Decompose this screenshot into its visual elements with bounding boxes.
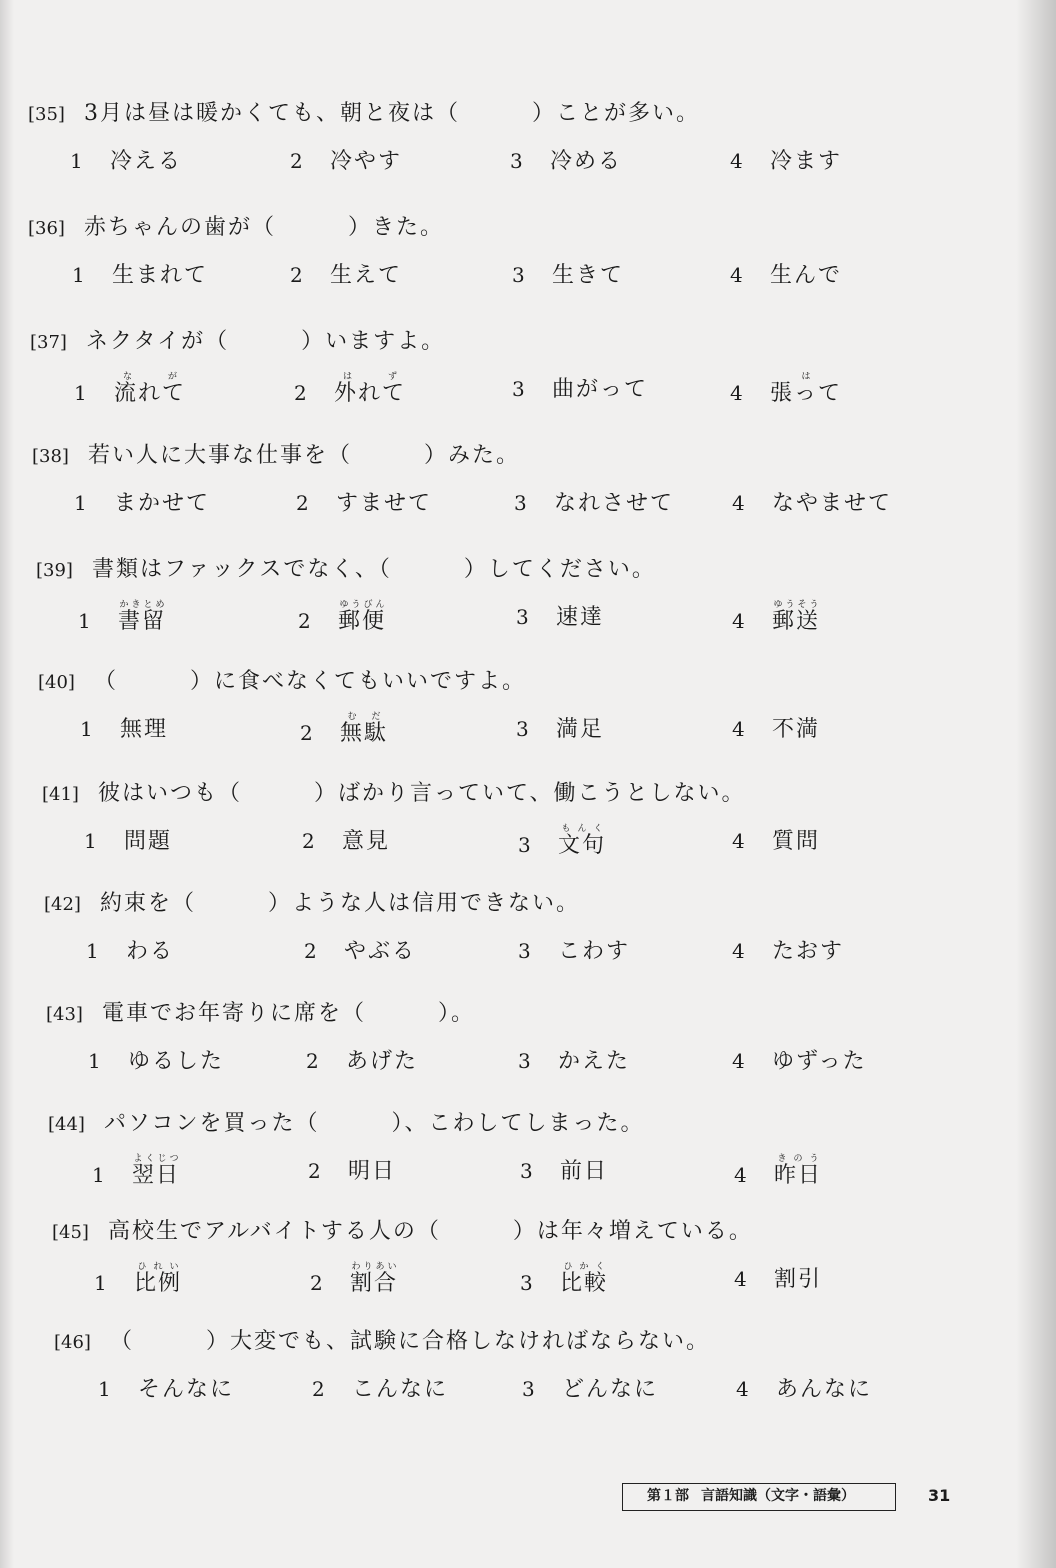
choice-number: 3 xyxy=(510,149,523,173)
answer-choice[interactable] xyxy=(302,824,390,855)
question-number: [46] xyxy=(54,1332,91,1353)
choice-number: 4 xyxy=(732,609,745,633)
choice-number: 4 xyxy=(732,717,745,741)
answer-choice[interactable] xyxy=(298,600,386,635)
answer-choice[interactable] xyxy=(732,600,820,635)
choice-text: 意見 xyxy=(342,829,391,854)
question-text: パソコンを買った（ ）、こわしてしまった。 xyxy=(104,1111,645,1136)
question-stem xyxy=(46,996,475,1027)
answer-choice[interactable] xyxy=(518,934,630,965)
choice-word: 無駄 xyxy=(340,721,389,746)
answer-choice[interactable] xyxy=(514,486,674,517)
choice-number: 1 xyxy=(98,1377,111,1401)
choice-number: 4 xyxy=(734,1163,747,1187)
choice-text xyxy=(770,372,843,406)
question-stem xyxy=(48,1106,645,1137)
choice-text: 不満 xyxy=(772,717,821,742)
question-item xyxy=(0,324,1000,436)
question-text: 3月は昼は暖かくても、朝と夜は（ ）ことが多い。 xyxy=(84,101,700,126)
choice-number: 1 xyxy=(72,263,85,287)
choice-number: 1 xyxy=(94,1271,107,1295)
choice-text: 曲がって xyxy=(552,377,649,402)
question-number: [35] xyxy=(28,104,65,125)
choice-furigana: きのう xyxy=(774,1154,823,1164)
answer-choice[interactable] xyxy=(300,712,388,747)
question-item xyxy=(0,1106,1000,1218)
answer-choice[interactable] xyxy=(306,1044,418,1075)
answer-choice[interactable] xyxy=(290,144,402,175)
choice-number: 4 xyxy=(736,1377,749,1401)
question-item xyxy=(0,1214,1000,1326)
choice-number: 3 xyxy=(514,491,527,515)
question-number: [41] xyxy=(42,784,79,805)
answer-choice[interactable] xyxy=(520,1154,608,1185)
answer-choice[interactable] xyxy=(310,1262,398,1297)
choice-number: 2 xyxy=(298,609,311,633)
choice-text: 冷める xyxy=(550,149,623,174)
answer-choice[interactable] xyxy=(304,934,416,965)
choice-number: 2 xyxy=(306,1049,319,1073)
question-item xyxy=(0,664,1000,776)
answer-choice[interactable] xyxy=(732,712,820,743)
choice-text: 生んで xyxy=(770,263,843,288)
choice-text xyxy=(338,600,387,634)
choice-text xyxy=(560,1262,609,1296)
choice-text xyxy=(118,600,167,634)
choice-number: 3 xyxy=(520,1159,533,1183)
question-text: 約束を（ ）ような人は信用できない。 xyxy=(100,891,581,916)
question-stem xyxy=(54,1324,710,1355)
choice-number: 1 xyxy=(78,609,91,633)
question-stem xyxy=(52,1214,753,1245)
question-text: 書類はファックスでなく、（ ）してください。 xyxy=(92,557,656,582)
choice-furigana: はず xyxy=(334,372,407,382)
choice-word: 外れて xyxy=(334,381,407,406)
choice-furigana: ひかく xyxy=(560,1262,609,1272)
choice-number: 4 xyxy=(730,381,743,405)
choice-number: 1 xyxy=(70,149,83,173)
answer-choice[interactable] xyxy=(730,258,842,289)
answer-choice[interactable] xyxy=(732,824,820,855)
question-item xyxy=(0,552,1000,664)
choice-text xyxy=(774,1154,823,1188)
choice-word: 文句 xyxy=(558,833,607,858)
choice-number: 3 xyxy=(512,263,525,287)
question-number: [39] xyxy=(36,560,73,581)
choice-word: 比例 xyxy=(134,1271,183,1296)
choice-number: 3 xyxy=(512,377,525,401)
choice-number: 2 xyxy=(290,263,303,287)
answer-choice[interactable] xyxy=(736,1372,872,1403)
choice-word: 翌日 xyxy=(132,1163,181,1188)
choice-text: 冷やす xyxy=(330,149,403,174)
question-stem xyxy=(28,96,700,127)
choice-furigana: なが xyxy=(114,372,187,382)
choice-text: 冷ます xyxy=(770,149,843,174)
answer-choice[interactable] xyxy=(730,372,842,407)
footer-section: 言語知識（文字・語彙） xyxy=(701,1488,855,1504)
choice-furigana: わりあい xyxy=(350,1262,399,1272)
choice-text: 速達 xyxy=(556,605,605,630)
answer-choice[interactable] xyxy=(70,144,182,175)
choice-word: 郵便 xyxy=(338,609,387,634)
choice-text: たおす xyxy=(772,939,845,964)
choice-word: 書留 xyxy=(118,609,167,634)
choice-furigana: ひれい xyxy=(134,1262,183,1272)
choice-text: なれさせて xyxy=(554,491,675,516)
answer-choice[interactable] xyxy=(518,824,606,859)
question-stem xyxy=(28,210,444,241)
choice-text: 質問 xyxy=(772,829,821,854)
choice-text: すませて xyxy=(336,491,433,516)
choice-furigana: ゆうびん xyxy=(338,600,387,610)
choice-text: あげた xyxy=(346,1049,419,1074)
choice-text: どんなに xyxy=(562,1377,659,1402)
answer-choice[interactable] xyxy=(296,486,432,517)
question-stem xyxy=(36,552,656,583)
choice-text xyxy=(134,1262,183,1296)
question-item xyxy=(0,996,1000,1108)
choice-number: 3 xyxy=(516,605,529,629)
choice-text: ゆずった xyxy=(772,1049,867,1074)
choice-number: 3 xyxy=(518,833,531,857)
choice-text: 前日 xyxy=(560,1159,609,1184)
choice-text: やぶる xyxy=(344,939,417,964)
choice-text: ゆるした xyxy=(128,1049,225,1074)
answer-choice[interactable] xyxy=(92,1154,180,1189)
choice-text: 無理 xyxy=(120,717,169,742)
question-item xyxy=(0,96,1000,208)
choice-word: 昨日 xyxy=(774,1163,823,1188)
answer-choice[interactable] xyxy=(308,1154,396,1185)
question-text: （ ）大変でも、試験に合格しなければならない。 xyxy=(110,1329,711,1354)
choice-number: 1 xyxy=(84,829,97,853)
answer-choice[interactable] xyxy=(74,372,186,407)
choice-word: 流れて xyxy=(114,381,187,406)
question-stem xyxy=(44,886,580,917)
choice-number: 4 xyxy=(732,939,745,963)
answer-choice[interactable] xyxy=(312,1372,448,1403)
question-number: [40] xyxy=(38,672,75,693)
page-number: 31 xyxy=(928,1486,951,1505)
choice-number: 3 xyxy=(518,939,531,963)
answer-choice[interactable] xyxy=(294,372,406,407)
choice-text: こんなに xyxy=(352,1377,449,1402)
choice-number: 1 xyxy=(86,939,99,963)
question-text: 高校生でアルバイトする人の（ ）は年々増えている。 xyxy=(108,1219,753,1244)
answer-choice[interactable] xyxy=(516,600,604,631)
question-number: [43] xyxy=(46,1004,83,1025)
choice-number: 1 xyxy=(80,717,93,741)
choice-number: 4 xyxy=(732,491,745,515)
answer-choice[interactable] xyxy=(94,1262,182,1297)
question-text: ネクタイが（ ）いますよ。 xyxy=(86,329,446,354)
answer-choice[interactable] xyxy=(730,144,842,175)
choice-text: そんなに xyxy=(138,1377,235,1402)
answer-choice[interactable] xyxy=(512,258,624,289)
answer-choice[interactable] xyxy=(732,934,844,965)
choice-text xyxy=(114,372,187,406)
choice-number: 3 xyxy=(522,1377,535,1401)
choice-furigana: もんく xyxy=(558,824,607,834)
question-text: 赤ちゃんの歯が（ ）きた。 xyxy=(84,215,445,240)
question-text: 若い人に大事な仕事を（ ）みた。 xyxy=(88,443,521,468)
answer-choice[interactable] xyxy=(734,1262,822,1293)
question-item xyxy=(0,886,1000,998)
answer-choice[interactable] xyxy=(88,1044,224,1075)
choice-number: 2 xyxy=(290,149,303,173)
answer-choice[interactable] xyxy=(510,144,622,175)
choice-furigana: むだ xyxy=(340,712,389,722)
choice-number: 1 xyxy=(88,1049,101,1073)
answer-choice[interactable] xyxy=(732,1044,867,1075)
choice-text: こわす xyxy=(558,939,631,964)
question-text: 電車でお年寄りに席を（ ）。 xyxy=(102,1001,476,1026)
answer-choice[interactable] xyxy=(80,712,168,743)
choice-text xyxy=(558,824,607,858)
answer-choice[interactable] xyxy=(734,1154,822,1189)
choice-word: 割合 xyxy=(350,1271,399,1296)
choice-number: 3 xyxy=(518,1049,531,1073)
question-text: （ ）に食べなくてもいいですよ。 xyxy=(94,669,527,694)
choice-text: 満足 xyxy=(556,717,605,742)
choice-number: 3 xyxy=(520,1271,533,1295)
choice-number: 2 xyxy=(296,491,309,515)
question-stem xyxy=(30,324,445,355)
page-edge-shadow xyxy=(1016,0,1056,1568)
question-item xyxy=(0,776,1000,888)
question-stem xyxy=(32,438,520,469)
choice-number: 2 xyxy=(302,829,315,853)
choice-furigana: よくじつ xyxy=(132,1154,181,1164)
answer-choice[interactable] xyxy=(522,1372,658,1403)
question-item xyxy=(0,1324,1000,1436)
choice-number: 2 xyxy=(308,1159,321,1183)
choice-number: 1 xyxy=(92,1163,105,1187)
choice-text: 冷える xyxy=(110,149,183,174)
choice-word: 郵送 xyxy=(772,609,821,634)
choice-number: 4 xyxy=(732,1049,745,1073)
answer-choice[interactable] xyxy=(732,486,892,517)
choice-furigana: かきとめ xyxy=(118,600,167,610)
choice-text: 生まれて xyxy=(112,263,209,288)
answer-choice[interactable] xyxy=(74,486,210,517)
choice-text: 問題 xyxy=(124,829,173,854)
choice-text xyxy=(132,1154,181,1188)
question-number: [37] xyxy=(30,332,67,353)
choice-number: 1 xyxy=(74,491,87,515)
answer-choice[interactable] xyxy=(516,712,604,743)
question-item xyxy=(0,438,1000,550)
choice-number: 2 xyxy=(310,1271,323,1295)
choice-number: 1 xyxy=(74,381,87,405)
answer-choice[interactable] xyxy=(520,1262,608,1297)
question-number: [44] xyxy=(48,1114,85,1135)
choice-text: 割引 xyxy=(774,1267,823,1292)
choice-word: 張って xyxy=(770,381,843,406)
choice-furigana: は xyxy=(770,372,843,382)
choice-text: まかせて xyxy=(114,491,211,516)
choice-number: 4 xyxy=(734,1267,747,1291)
choice-text: なやませて xyxy=(772,491,893,516)
choice-text: 明日 xyxy=(348,1159,397,1184)
answer-choice[interactable] xyxy=(518,1044,630,1075)
answer-choice[interactable] xyxy=(98,1372,234,1403)
choice-number: 2 xyxy=(312,1377,325,1401)
question-number: [36] xyxy=(28,218,65,239)
answer-choice[interactable] xyxy=(72,258,208,289)
question-number: [38] xyxy=(32,446,69,467)
question-number: [42] xyxy=(44,894,81,915)
question-number: [45] xyxy=(52,1222,89,1243)
choice-text: あんなに xyxy=(776,1377,873,1402)
choice-number: 2 xyxy=(294,381,307,405)
choice-text: わる xyxy=(126,939,175,964)
choice-text: 生えて xyxy=(330,263,403,288)
question-text: 彼はいつも（ ）ばかり言っていて、働こうとしない。 xyxy=(98,781,746,806)
choice-text: かえた xyxy=(558,1049,631,1074)
answer-choice[interactable] xyxy=(86,934,174,965)
choice-number: 3 xyxy=(516,717,529,741)
choice-text xyxy=(340,712,389,746)
footer-part: 第１部 xyxy=(647,1488,689,1504)
choice-text xyxy=(334,372,407,406)
answer-choice[interactable] xyxy=(512,372,648,403)
question-stem xyxy=(38,664,526,695)
choice-number: 2 xyxy=(300,721,313,745)
question-stem xyxy=(42,776,746,807)
choice-number: 4 xyxy=(730,149,743,173)
answer-choice[interactable] xyxy=(78,600,166,635)
choice-text xyxy=(772,600,821,634)
answer-choice[interactable] xyxy=(84,824,172,855)
choice-text xyxy=(350,1262,399,1296)
choice-text: 生きて xyxy=(552,263,625,288)
choice-number: 4 xyxy=(732,829,745,853)
choice-furigana: ゆうそう xyxy=(772,600,821,610)
choice-number: 4 xyxy=(730,263,743,287)
question-item xyxy=(0,210,1000,322)
section-footer xyxy=(622,1483,896,1511)
choice-number: 2 xyxy=(304,939,317,963)
choice-word: 比較 xyxy=(560,1271,609,1296)
answer-choice[interactable] xyxy=(290,258,402,289)
